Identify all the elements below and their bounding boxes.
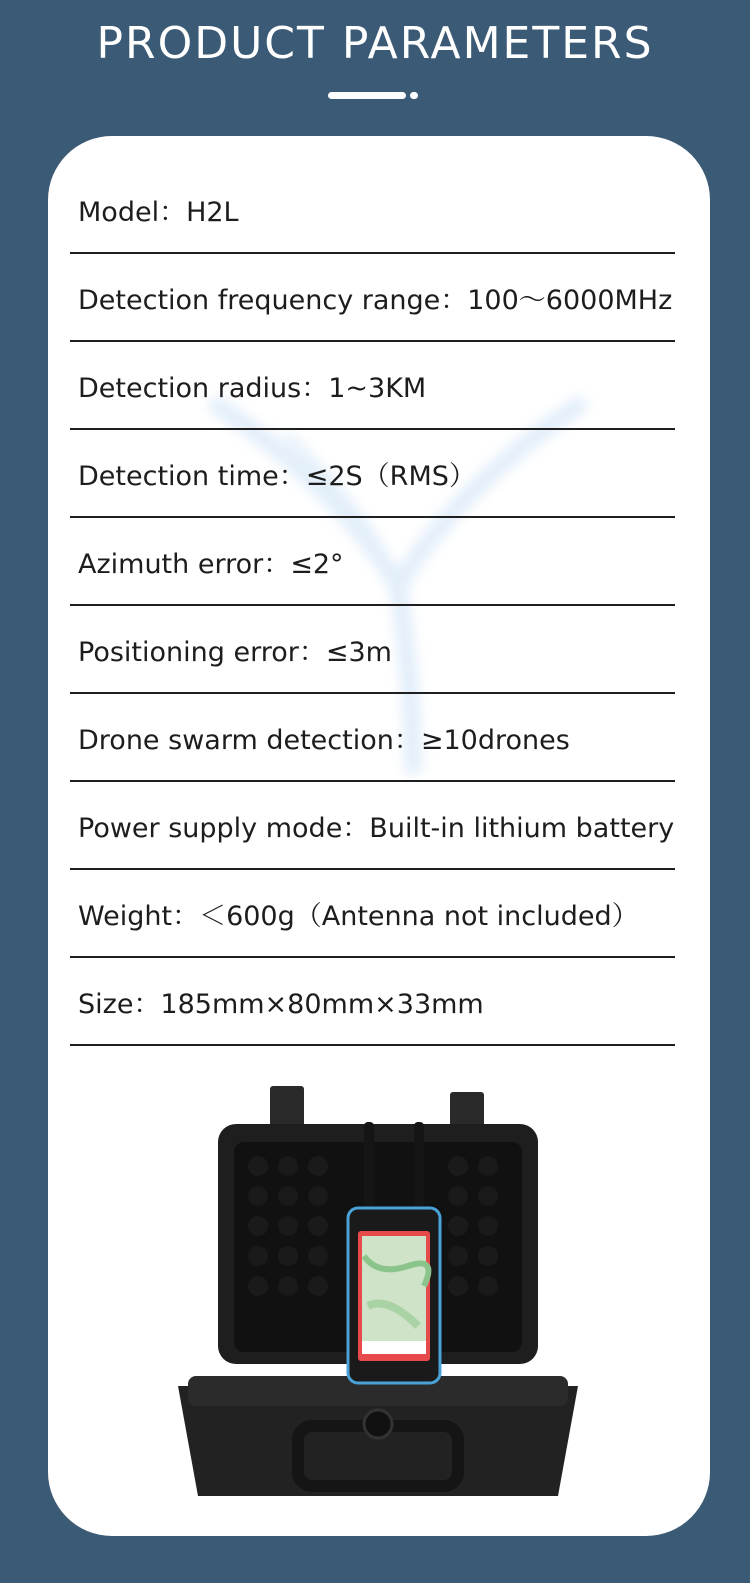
parameters-card [48,136,710,1536]
parameter-list [70,166,675,1046]
param-row-azimuth [70,518,675,606]
underline-bar [328,92,406,99]
param-model: Model：H2L [78,196,239,228]
param-swarm: Drone swarm detection：≥10drones [78,724,570,756]
param-size: Size：185mm×80mm×33mm [78,988,484,1020]
param-positioning: Positioning error：≤3m [78,636,392,668]
product-image [178,1086,598,1516]
param-row-swarm [70,694,675,782]
param-time: Detection time：≤2S（RMS） [78,460,476,492]
page-title: PRODUCT PARAMETERS [96,18,654,69]
param-row-positioning [70,606,675,694]
param-power: Power supply mode：Built-in lithium battery [78,812,675,844]
underline-dot [410,92,418,99]
param-row-frequency [70,254,675,342]
param-frequency: Detection frequency range：100～6000MHz [78,284,673,316]
param-azimuth: Azimuth error：≤2° [78,548,344,580]
title-underline [328,92,424,100]
param-row-model [70,166,675,254]
param-radius: Detection radius：1~3KM [78,372,427,404]
param-row-time [70,430,675,518]
param-row-size [70,958,675,1046]
param-row-weight [70,870,675,958]
param-row-power [70,782,675,870]
param-row-radius [70,342,675,430]
param-weight: Weight：＜600g（Antenna not included） [78,900,639,932]
